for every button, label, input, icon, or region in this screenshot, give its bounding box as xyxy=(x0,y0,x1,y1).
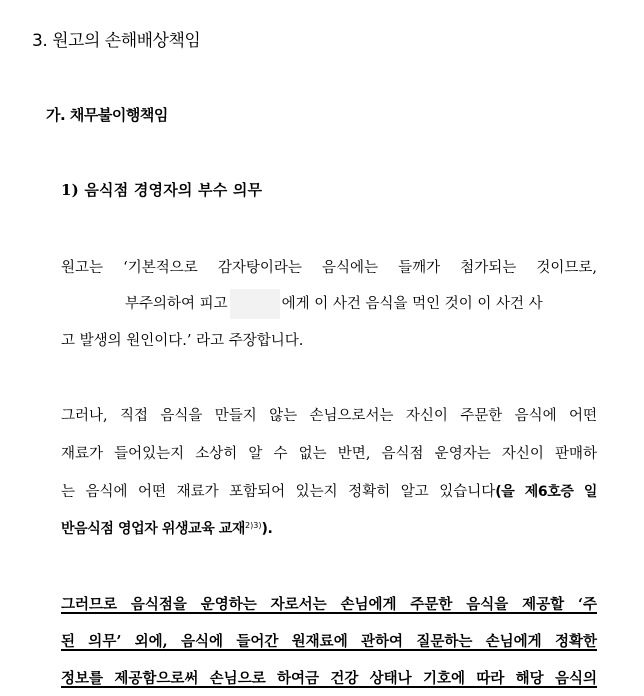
paragraph1-line3: 고 발생의 원인이다.’ 라고 주장합니다. xyxy=(61,333,304,349)
evidence-citation-end: ). xyxy=(261,521,273,537)
section-heading-3: 3. 원고의 손해배상책임 xyxy=(32,31,201,51)
paragraph1-line2 xyxy=(61,289,597,319)
subsection-heading-ga: 가. 채무불이행책임 xyxy=(46,106,168,124)
footnote-reference: 2)3) xyxy=(245,521,262,530)
paragraph3-line1: 그러므로 음식점을 운영하는 자로서는 손님에게 주문한 음식을 제공할 ‘주 xyxy=(61,596,597,613)
paragraph1-line1: 원고는 ‘기본적으로 감자탕이라는 음식에는 들깨가 첨가되는 것이므로, xyxy=(61,260,597,276)
item-heading-1: 1) 음식점 경영자의 부수 의무 xyxy=(61,181,263,199)
paragraph2-line1: 그러나, 직접 음식을 만들지 않는 손님으로서는 자신이 주문한 음식에 어떤 xyxy=(61,408,597,424)
paragraph1-line2-part-b: 에게 이 사건 음식을 먹인 것이 이 사건 사 xyxy=(281,296,543,312)
evidence-citation-title: 반음식점 영업자 위생교육 교재 xyxy=(61,521,246,537)
paragraph2-line2: 재료가 들어있는지 소상히 알 수 없는 반면, 음식점 운영자는 자신이 판매하 xyxy=(61,446,597,462)
evidence-citation-start: (을 제6호증 일 xyxy=(495,484,597,500)
paragraph2-line3 xyxy=(61,480,597,501)
paragraph2-line3-text: 는 음식에 어떤 재료가 포함되어 있는지 정확히 알고 있습니다 xyxy=(61,484,496,500)
paragraph3-line2: 된 의무’ 외에, 음식에 들어간 원재료에 관하여 질문하는 손님에게 정확한 xyxy=(61,633,597,650)
paragraph2-line4 xyxy=(61,518,597,538)
paragraph3-line3: 정보를 제공함으로써 손님으로 하여금 건강 상태나 기호에 따라 해당 음식의 xyxy=(61,670,597,687)
redacted-name-box xyxy=(230,289,280,319)
paragraph1-line2-part-a: 부주의하여 피고 xyxy=(125,296,228,312)
